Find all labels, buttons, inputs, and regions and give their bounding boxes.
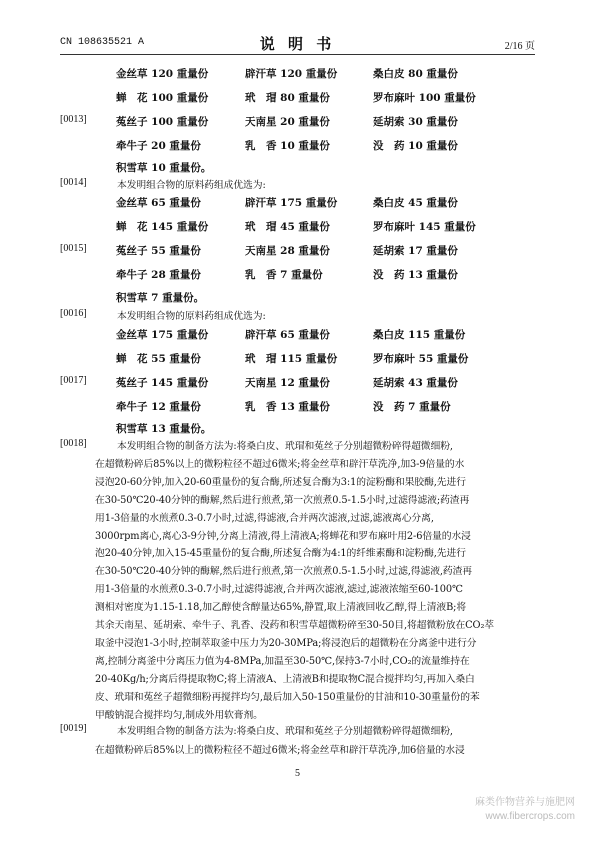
text-line: 甲酸钠混合搅拌均匀,制成外用软膏剂。 xyxy=(95,709,263,721)
ingredient: 乳 香 13 重量份 xyxy=(245,401,330,413)
ingredient: 积雪草 13 重量份。 xyxy=(116,423,212,435)
document-title: 说 明 书 xyxy=(259,35,336,53)
text-line: 测相对密度为1.15-1.18,加乙醇使含醇量达65%,静置,取上清液回收乙醇,得上清液B;将 xyxy=(95,602,467,614)
ingredient-row xyxy=(0,351,595,369)
paragraph-intro xyxy=(0,177,595,195)
ingredient-row xyxy=(0,160,595,178)
ingredient-row xyxy=(0,195,595,213)
paragraph-number: [0018] xyxy=(60,438,87,449)
text-line: 其余天南星、延胡索、牵牛子、乳香、没药和积雪草超微粉碎至30-50目,将超微粉放在CO₂萃 xyxy=(95,620,494,631)
watermark xyxy=(475,796,575,824)
ingredient: 辟汗草 65 重量份 xyxy=(245,329,330,341)
ingredient: 辟汗草 175 重量份 xyxy=(245,197,338,209)
paragraph-number: [0015] xyxy=(60,243,87,254)
ingredient: 乳 香 7 重量份 xyxy=(245,269,323,281)
ingredient: 没 药 10 重量份 xyxy=(373,140,458,152)
ingredient: 延胡索 30 重量份 xyxy=(373,116,458,128)
text-line: 皮、玳瑁和菟丝子超微细粉再搅拌均匀,最后加入50-150重量份的甘油和10-30重量份的苯 xyxy=(95,691,480,703)
ingredient-row xyxy=(0,243,595,261)
text-line: 3000rpm离心,离心3-9分钟,分离上清液,得上清液A;将蝉花和罗布麻叶用2-6倍量的水浸 xyxy=(95,530,471,542)
ingredient: 罗布麻叶 100 重量份 xyxy=(373,92,476,104)
text-line: 在超微粉碎后85%以上的微粉粒径不超过6微米;将金丝草和辟汗草洗净,加3-9倍量的水 xyxy=(95,458,465,470)
paragraph-number: [0019] xyxy=(60,723,87,734)
ingredient: 玳 瑁 80 重量份 xyxy=(245,92,330,104)
ingredient-row xyxy=(0,375,595,393)
text-line: 用1-3倍量的水煎煮0.3-0.7小时,过滤得滤液,合并两次滤液,滤过,滤液浓缩至60-100℃ xyxy=(95,584,463,596)
text-line: 泡20-40分钟,加入15-45重量份的复合酶,所述复合酶为4:1的纤维素酶和淀粉酶,先进行 xyxy=(95,548,466,560)
paragraph-text: 本发明组合物的原料药组成优选为: xyxy=(117,311,266,322)
text-line: 20-40Kg/h;分离后得提取物C;将上清液A、上清液B和提取物C混合搅拌均匀,再加入桑白 xyxy=(95,673,475,685)
patent-number: CN 108635521 A xyxy=(60,37,145,48)
ingredient: 辟汗草 120 重量份 xyxy=(245,68,338,80)
ingredient-row xyxy=(0,219,595,237)
text-line: 离,控制分离釜中分离压力值为4-8MPa,加温至30-50℃,保持3-7小时,CO₂的流量维持在 xyxy=(95,655,470,667)
ingredient-row xyxy=(0,290,595,308)
text-line: 在超微粉碎后85%以上的微粉粒径不超过6微米;将金丝草和辟汗草洗净,加6倍量的水浸 xyxy=(95,745,465,756)
ingredient: 没 药 13 重量份 xyxy=(373,269,458,281)
text-line: 本发明组合物的制备方法为:将桑白皮、玳瑁和菟丝子分别超微粉碎得超微细粉, xyxy=(117,441,453,452)
ingredient-row xyxy=(0,90,595,108)
ingredient: 乳 香 10 重量份 xyxy=(245,140,330,152)
ingredient: 天南星 20 重量份 xyxy=(245,116,330,128)
ingredient: 延胡索 43 重量份 xyxy=(373,377,458,389)
ingredient-row xyxy=(0,421,595,439)
ingredient: 菟丝子 55 重量份 xyxy=(116,245,201,257)
watermark-cn: 麻类作物营养与施肥网 xyxy=(475,797,575,808)
ingredient-row xyxy=(0,138,595,156)
ingredient: 菟丝子 145 重量份 xyxy=(116,377,209,389)
text-line: 本发明组合物的制备方法为:将桑白皮、玳瑁和菟丝子分别超微粉碎得超微细粉, xyxy=(117,726,453,737)
ingredient: 罗布麻叶 145 重量份 xyxy=(373,221,476,233)
ingredient: 延胡索 17 重量份 xyxy=(373,245,458,257)
ingredient: 天南星 12 重量份 xyxy=(245,377,330,389)
paragraph-intro xyxy=(0,308,595,326)
ingredient: 积雪草 7 重量份。 xyxy=(116,292,205,304)
ingredient-row xyxy=(0,399,595,417)
ingredient-row xyxy=(0,327,595,345)
ingredient: 桑白皮 45 重量份 xyxy=(373,197,458,209)
header-rule xyxy=(60,54,535,55)
ingredient: 桑白皮 115 重量份 xyxy=(373,329,466,341)
ingredient: 玳 瑁 115 重量份 xyxy=(245,353,338,365)
text-line: 浸泡20-60分钟,加入20-60重量份的复合酶,所述复合酶为3:1的淀粉酶和果胶酶,先进行 xyxy=(95,476,466,488)
ingredient: 金丝草 65 重量份 xyxy=(116,197,201,209)
ingredient-row xyxy=(0,114,595,132)
paragraph-number: [0013] xyxy=(60,114,87,125)
ingredient-row xyxy=(0,66,595,84)
ingredient: 牵牛子 28 重量份 xyxy=(116,269,201,281)
ingredient: 金丝草 120 重量份 xyxy=(116,68,209,80)
paragraph-text: 本发明组合物的原料药组成优选为: xyxy=(117,180,266,191)
ingredient: 蝉 花 100 重量份 xyxy=(116,92,209,104)
ingredient: 积雪草 10 重量份。 xyxy=(116,162,212,174)
ingredient: 牵牛子 12 重量份 xyxy=(116,401,201,413)
ingredient: 罗布麻叶 55 重量份 xyxy=(373,353,469,365)
paragraph-number: [0017] xyxy=(60,375,87,386)
ingredient: 蝉 花 55 重量份 xyxy=(116,353,201,365)
ingredient: 蝉 花 145 重量份 xyxy=(116,221,209,233)
text-line: 取釜中浸泡1-3小时,控制萃取釜中压力为20-30MPa;将浸泡后的超微粉在分离釜中进行分 xyxy=(95,637,477,649)
ingredient: 玳 瑁 45 重量份 xyxy=(245,221,330,233)
ingredient: 金丝草 175 重量份 xyxy=(116,329,209,341)
ingredient: 牵牛子 20 重量份 xyxy=(116,140,201,152)
ingredient: 没 药 7 重量份 xyxy=(373,401,451,413)
ingredient: 桑白皮 80 重量份 xyxy=(373,68,458,80)
page-number: 5 xyxy=(295,768,300,779)
text-line: 在30-50℃20-40分钟的酶解,然后进行煎煮,第一次煎煮0.5-1.5小时,过滤得滤液;药渣再 xyxy=(95,494,470,506)
page-counter: 2/16 页 xyxy=(504,41,535,52)
text-line: 用1-3倍量的水煎煮0.3-0.7小时,过滤,得滤液,合并两次滤液,过滤,滤液离心分离, xyxy=(95,512,434,524)
ingredient: 天南星 28 重量份 xyxy=(245,245,330,257)
paragraph-number: [0016] xyxy=(60,308,87,319)
paragraph-number: [0014] xyxy=(60,177,87,188)
ingredient-row xyxy=(0,267,595,285)
ingredient: 菟丝子 100 重量份 xyxy=(116,116,209,128)
text-line: 在30-50℃20-40分钟的酶解,然后进行煎煮,第一次煎煮0.5-1.5小时,过滤,得滤液,药渣再 xyxy=(95,566,473,578)
watermark-url: www.fibercrops.com xyxy=(485,811,575,822)
